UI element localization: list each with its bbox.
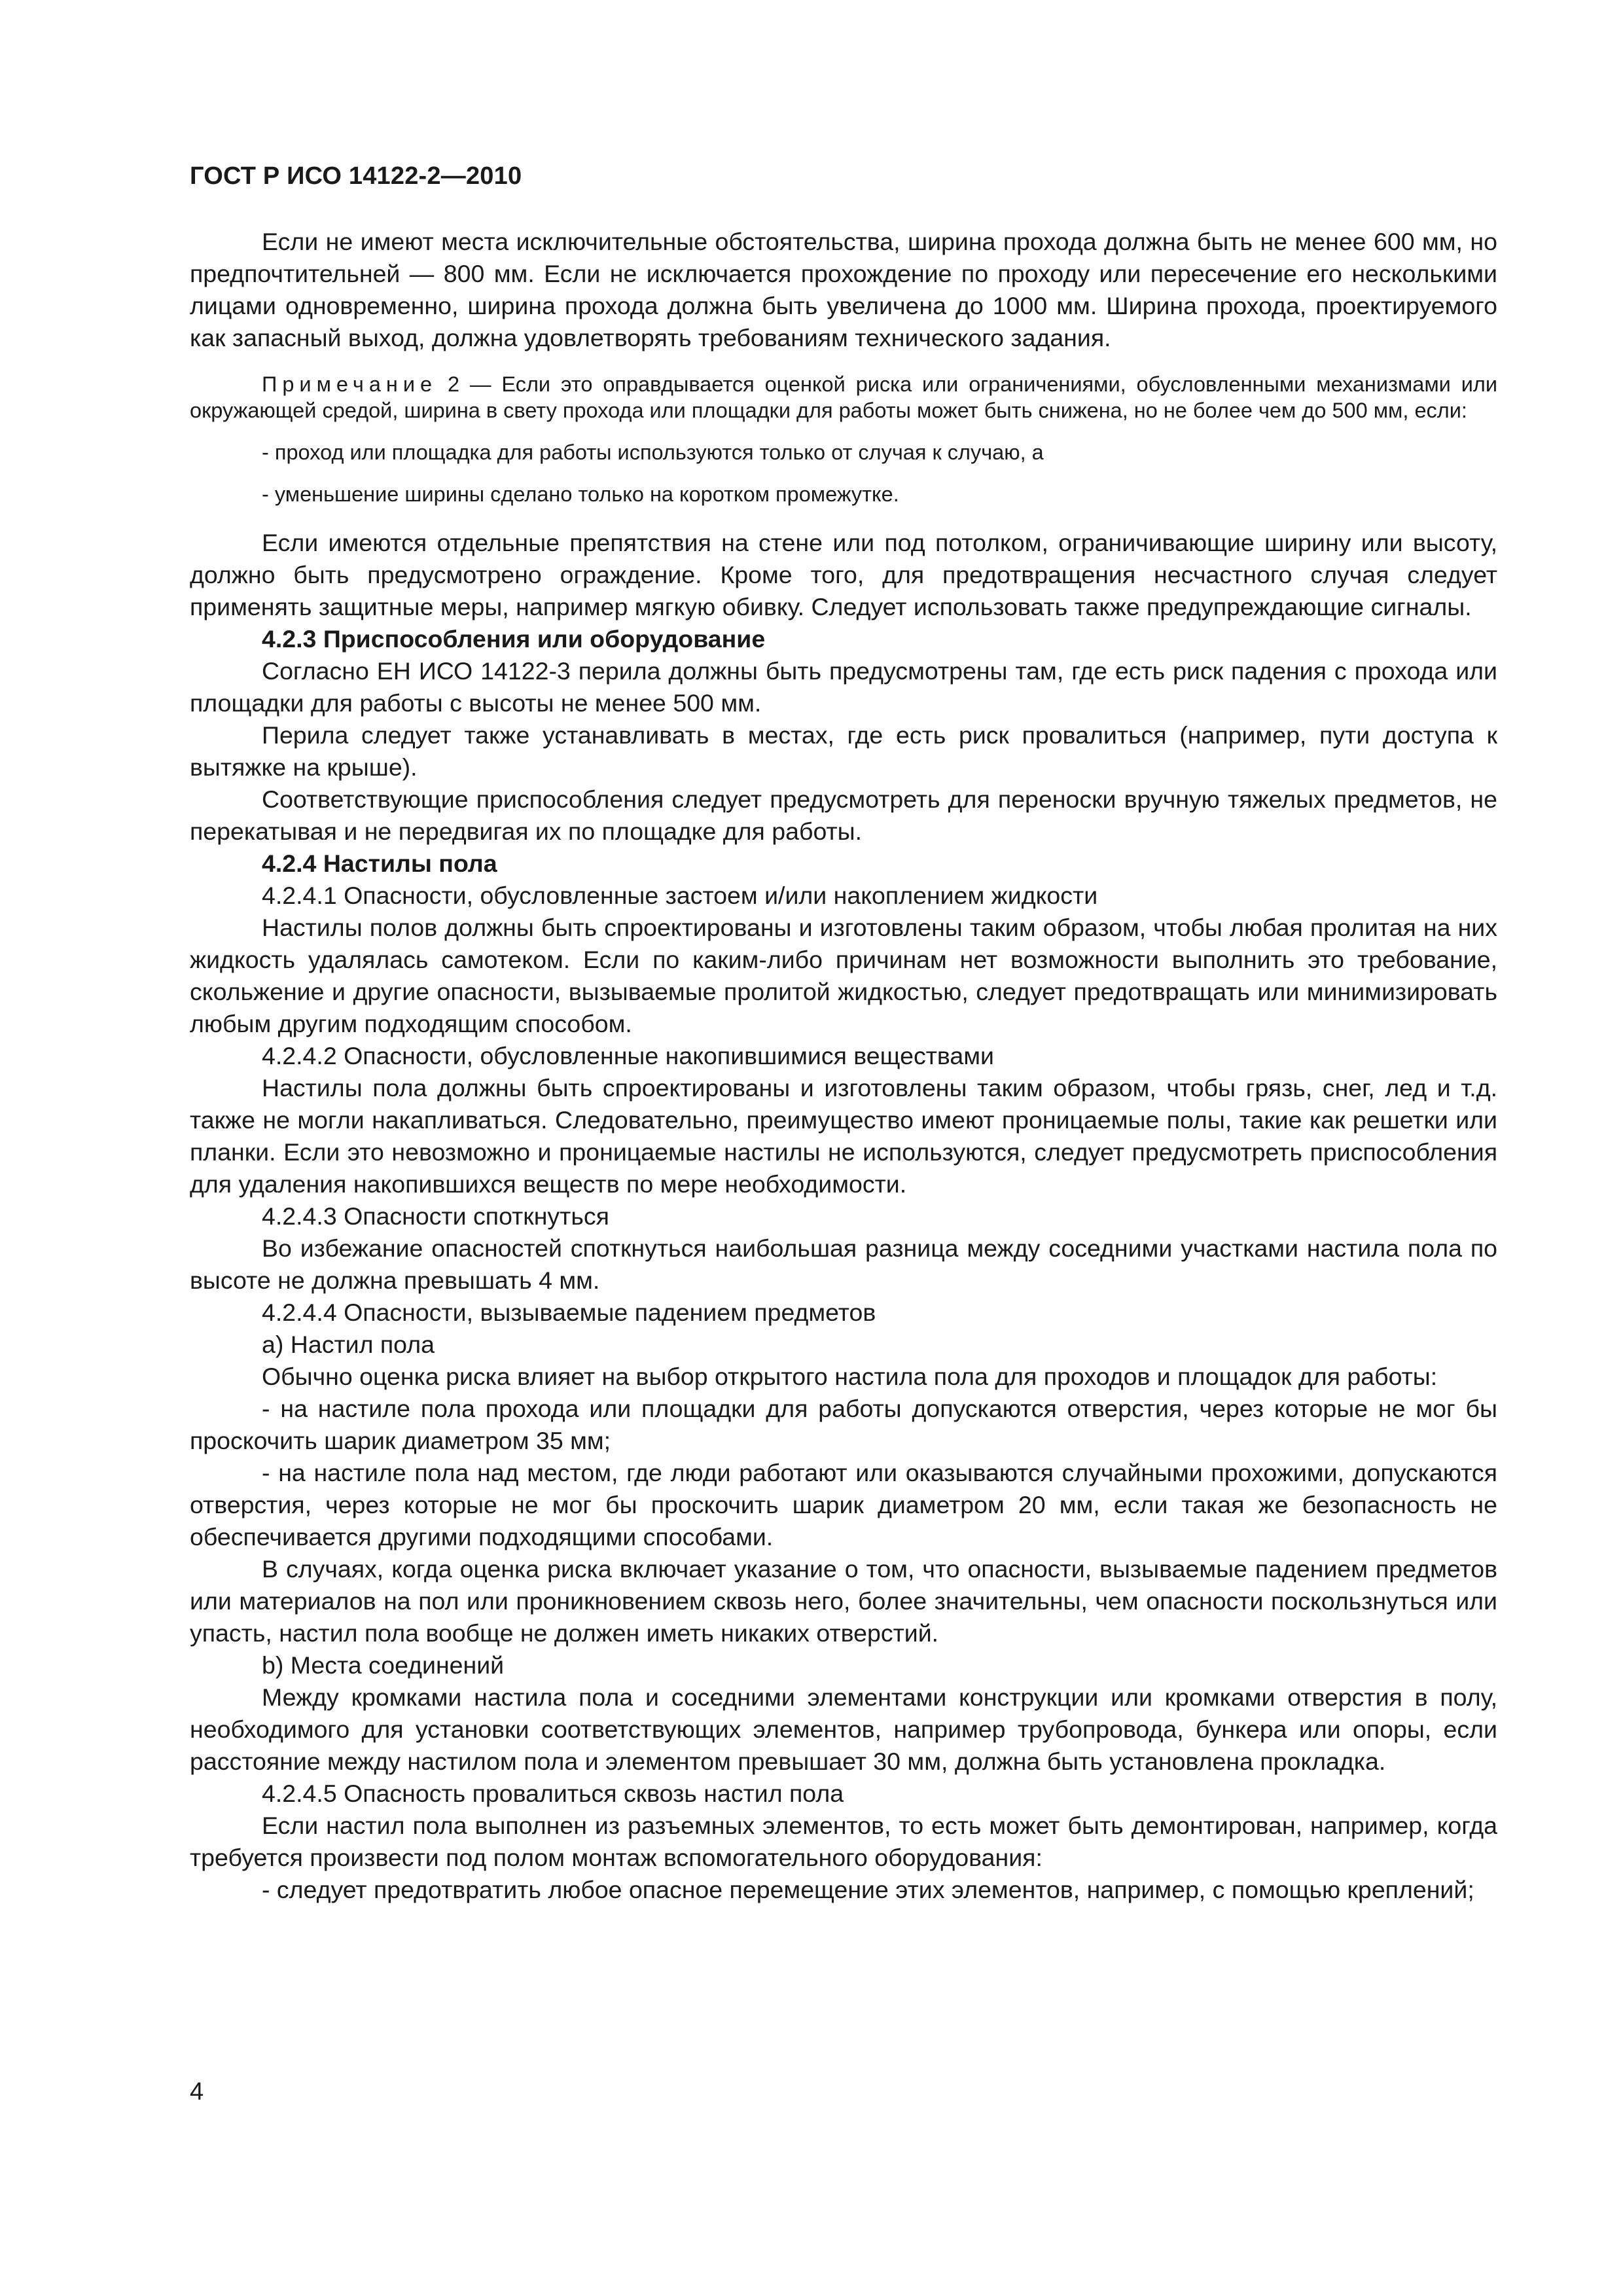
- subsection-heading-4-2-4-3: 4.2.4.3 Опасности споткнуться: [262, 1202, 609, 1230]
- subsection-heading-4-2-4-1: 4.2.4.1 Опасности, обусловленные застоем и/или накоплением жидкости: [262, 882, 1098, 909]
- paragraph: В случаях, когда оценка риска включает указание о том, что опасности, вызываемые падением предметов или материалов на пол или проникновением сквозь него, более значительны, чем опасности поскользнуться или упасть, настил пола вообще не должен иметь никаких отверстий.: [190, 1555, 1497, 1647]
- paragraph: Если имеются отдельные препятствия на стене или под потолком, ограничивающие ширину или высоту, должно быть предусмотрено ограждение. Кроме того, для предотвращения несчастного случая следует применять защитные меры, например мягкую обивку. Следует использовать также предупреждающие сигналы.: [190, 529, 1497, 620]
- paragraph: Во избежание опасностей споткнуться наибольшая разница между соседними участками настила пола по высоте не должна превышать 4 мм.: [190, 1234, 1497, 1294]
- paragraph: Соответствующие приспособления следует предусмотреть для переноски вручную тяжелых предметов, не перекатывая и не передвигая их по площадке для работы.: [190, 785, 1497, 845]
- note-list-item: - проход или площадка для работы используются только от случая к случаю, а: [262, 440, 1044, 464]
- paragraph: Настилы пола должны быть спроектированы и изготовлены таким образом, чтобы грязь, снег, лед и т.д. также не могли накапливаться. Следовательно, преимущество имеют проницаемые полы, такие как решетки или планки. Если это невозможно и проницаемые настилы не используются, следует предусмотреть приспособления для удаления накопившихся веществ по мере необходимости.: [190, 1074, 1497, 1198]
- document-header: ГОСТ Р ИСО 14122-2—2010: [190, 162, 522, 190]
- paragraph: Если настил пола выполнен из разъемных элементов, то есть может быть демонтирован, например, когда требуется произвести под полом монтаж вспомогательного оборудования:: [190, 1812, 1497, 1871]
- list-heading-a: а) Настил пола: [262, 1331, 435, 1358]
- paragraph: Настилы полов должны быть спроектированы и изготовлены таким образом, чтобы любая пролитая на них жидкость удалялась самотеком. Если по каким-либо причинам нет возможности выполнить это требование, скольжение и другие опасности, вызываемые пролитой жидкостью, следует предотвращать или минимизировать любым другим подходящим способом.: [190, 914, 1497, 1037]
- list-item: - на настиле пола над местом, где люди работают или оказываются случайными прохожими, допускаются отверстия, через которые не мог бы проскочить шарик диаметром 20 мм, если такая же безопасность не обеспечивается другими подходящими способами.: [190, 1459, 1497, 1551]
- list-item: - следует предотвратить любое опасное перемещение этих элементов, например, с помощью креплений;: [262, 1876, 1474, 1903]
- paragraph: Между кромками настила пола и соседними элементами конструкции или кромками отверстия в полу, необходимого для установки соответствующих элементов, например трубопровода, бункера или опоры, если расстояние между настилом пола и элементом превышает 30 мм, должна быть установлена прокладка.: [190, 1683, 1497, 1775]
- section-heading-4-2-3: 4.2.3 Приспособления или оборудование: [262, 625, 766, 653]
- paragraph: Обычно оценка риска влияет на выбор открытого настила пола для проходов и площадок для работы:: [262, 1363, 1438, 1390]
- subsection-heading-4-2-4-4: 4.2.4.4 Опасности, вызываемые падением предметов: [262, 1299, 876, 1326]
- paragraph: Если не имеют места исключительные обстоятельства, ширина прохода должна быть не менее 600 мм, но предпочтительней — 800 мм. Если не исключается прохождение по проходу или пересечение его несколькими лицами одновременно, ширина прохода должна быть увеличена до 1000 мм. Ширина прохода, проектируемого как запасный выход, должна удовлетворять требованиям технического задания.: [190, 228, 1497, 351]
- paragraph: Перила следует также устанавливать в местах, где есть риск провалиться (например, пути доступа к вытяжке на крыше).: [190, 721, 1497, 781]
- subsection-heading-4-2-4-2: 4.2.4.2 Опасности, обусловленные накопившимися веществами: [262, 1042, 994, 1069]
- note-label: Примечание: [262, 372, 438, 396]
- section-heading-4-2-4: 4.2.4 Настилы пола: [262, 850, 497, 877]
- note-paragraph: [190, 371, 1497, 423]
- subsection-heading-4-2-4-5: 4.2.4.5 Опасность провалиться сквозь настил пола: [262, 1780, 844, 1807]
- page-body: [190, 226, 1497, 1906]
- list-heading-b: b) Места соединений: [262, 1651, 505, 1679]
- list-item: - на настиле пола прохода или площадки для работы допускаются отверстия, через которые не мог бы проскочить шарик диаметром 35 мм;: [190, 1395, 1497, 1454]
- page-number: 4: [190, 2078, 204, 2106]
- paragraph: Согласно ЕН ИСО 14122-3 перила должны быть предусмотрены там, где есть риск падения с прохода или площадки для работы с высоты не менее 500 мм.: [190, 657, 1497, 717]
- note-text: 2 — Если это оправдывается оценкой риска или ограничениями, обусловленными механизмами или окружающей средой, ширина в свету прохода или площадки для работы может быть снижена, но не более чем до 500 мм, если:: [190, 372, 1497, 422]
- note-list-item: - уменьшение ширины сделано только на коротком промежутке.: [262, 482, 899, 506]
